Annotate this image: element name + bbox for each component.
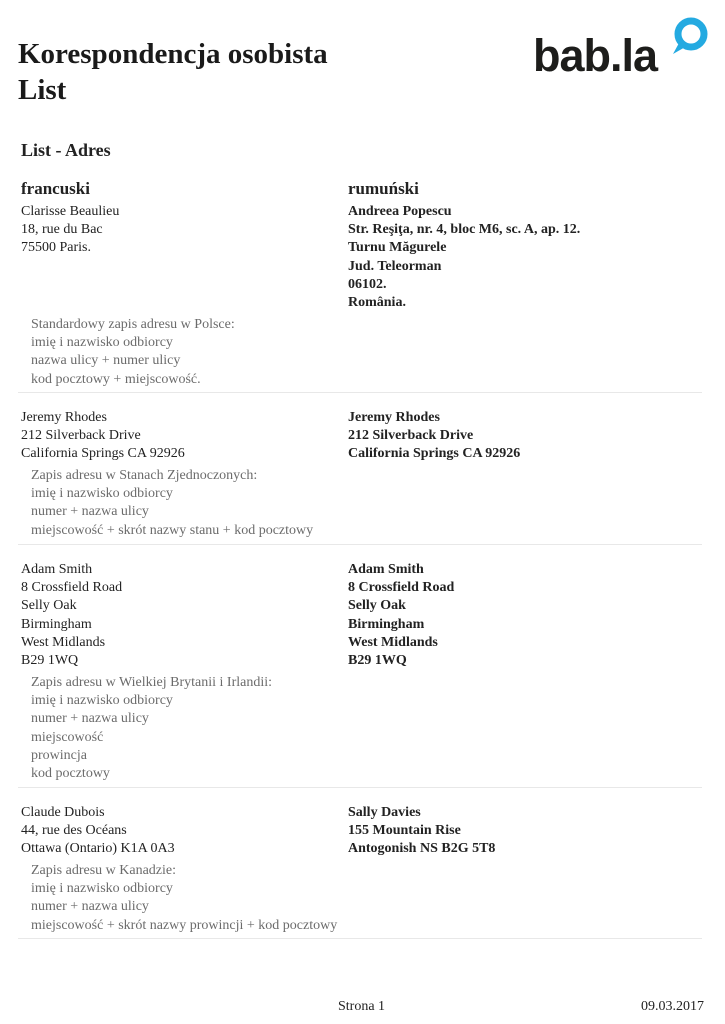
note-line: Zapis adresu w Wielkiej Brytanii i Irlandii: (31, 675, 273, 690)
note-line: imię i nazwisko odbiorcy (31, 486, 173, 502)
note-line: kod pocztowy (31, 766, 110, 782)
address-line: Adam Smith (21, 562, 93, 577)
note-line: miejscowość (31, 729, 104, 745)
note-line: miejscowość + skrót nazwy stanu + kod pocztowy (31, 522, 314, 538)
note-line: Zapis adresu w Stanach Zjednoczonych: (31, 468, 258, 483)
logo-text: bab.la (533, 30, 658, 81)
address-line: Adam Smith (348, 562, 424, 577)
address-format-note (31, 674, 272, 783)
address-format-note (31, 862, 337, 935)
address-line: România. (348, 295, 406, 311)
title-line-2: List (18, 74, 67, 106)
address-line: 8 Crossfield Road (348, 580, 455, 596)
address-line: Jeremy Rhodes (21, 410, 107, 425)
target-address (348, 409, 520, 464)
address-line: Claude Dubois (21, 805, 105, 820)
note-line: miejscowość + skrót nazwy prowincji + kod pocztowy (31, 917, 338, 933)
address-line: 75500 Paris. (21, 240, 91, 256)
note-line: imię i nazwisko odbiorcy (31, 881, 173, 897)
speech-bubble-icon (667, 16, 709, 62)
address-line: 155 Mountain Rise (348, 823, 461, 839)
address-line: 212 Silverback Drive (21, 428, 141, 444)
note-line: numer + nazwa ulicy (31, 711, 149, 727)
note-line: imię i nazwisko odbiorcy (31, 335, 173, 351)
address-line: California Springs CA 92926 (21, 446, 185, 462)
address-line: 8 Crossfield Road (21, 580, 123, 596)
address-line: West Midlands (21, 634, 106, 650)
address-line: Turnu Măgurele (348, 240, 447, 256)
note-line: nazwa ulicy + numer ulicy (31, 353, 181, 369)
address-line: 06102. (348, 276, 387, 292)
address-format-note (31, 316, 235, 389)
address-line: Clarisse Beaulieu (21, 204, 120, 219)
address-line: Jeremy Rhodes (348, 410, 440, 425)
source-language-label: francuski (21, 179, 90, 198)
address-line: Selly Oak (348, 598, 406, 614)
address-line: B29 1WQ (21, 653, 79, 669)
note-line: numer + nazwa ulicy (31, 504, 149, 520)
source-address (21, 561, 122, 670)
source-address (21, 409, 185, 464)
document-date: 09.03.2017 (641, 999, 704, 1014)
address-entry (18, 200, 702, 393)
address-line: 212 Silverback Drive (348, 428, 474, 444)
address-line: Jud. Teleorman (348, 258, 442, 274)
address-line: Selly Oak (21, 598, 77, 614)
source-address (21, 804, 175, 859)
address-line: Andreea Popescu (348, 204, 452, 219)
address-line: Str. Reşiţa, nr. 4, bloc M6, sc. A, ap. 12. (348, 222, 581, 238)
address-line: 18, rue du Bac (21, 222, 103, 238)
address-entry (18, 796, 702, 939)
note-line: kod pocztowy + miejscowość. (31, 371, 201, 387)
target-address (348, 804, 495, 859)
note-line: Zapis adresu w Kanadzie: (31, 863, 176, 878)
page-number: Strona 1 (338, 999, 386, 1014)
target-language-label: rumuński (348, 179, 419, 198)
section-heading: List - Adres (21, 140, 111, 160)
note-line: numer + nazwa ulicy (31, 899, 149, 915)
address-line: West Midlands (348, 634, 438, 650)
address-entry (18, 553, 702, 788)
page-title (18, 36, 328, 108)
address-line: Ottawa (Ontario) K1A 0A3 (21, 841, 175, 857)
source-address (21, 203, 119, 258)
address-line: Sally Davies (348, 805, 421, 820)
title-line-1: Korespondencja osobista (18, 38, 328, 70)
address-line: Birmingham (21, 616, 92, 632)
address-line: 44, rue des Océans (21, 823, 127, 839)
address-format-note (31, 467, 313, 540)
note-line: Standardowy zapis adresu w Polsce: (31, 317, 235, 332)
note-line: imię i nazwisko odbiorcy (31, 693, 173, 709)
address-line: California Springs CA 92926 (348, 446, 521, 462)
target-address (348, 561, 454, 670)
babla-logo (533, 16, 713, 80)
address-line: Antogonish NS B2G 5T8 (348, 841, 496, 857)
note-line: prowincja (31, 747, 87, 763)
address-entry (18, 401, 702, 545)
target-address (348, 203, 580, 312)
address-line: Birmingham (348, 616, 425, 632)
address-line: B29 1WQ (348, 653, 407, 669)
